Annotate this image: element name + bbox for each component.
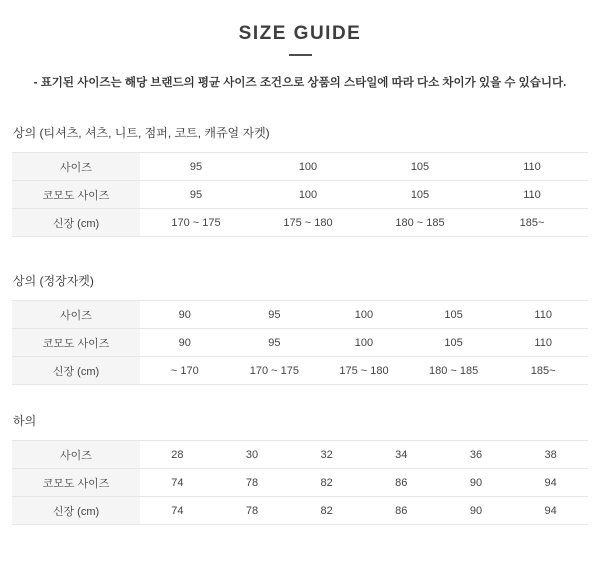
size-table <box>12 300 588 385</box>
value-cell: 90 <box>439 497 514 525</box>
value-cell: 32 <box>289 441 364 469</box>
value-cell: 105 <box>364 153 476 181</box>
value-cell: 36 <box>439 441 514 469</box>
size-table <box>12 152 588 237</box>
value-cell: 110 <box>476 181 588 209</box>
value-cell: 78 <box>215 497 290 525</box>
value-cell: 82 <box>289 469 364 497</box>
value-cell: 185~ <box>476 209 588 237</box>
row-label-cell: 사이즈 <box>12 301 140 329</box>
row-label-cell: 사이즈 <box>12 153 140 181</box>
value-cell: 28 <box>140 441 215 469</box>
value-cell: 38 <box>513 441 588 469</box>
table-row <box>12 329 588 357</box>
value-cell: 100 <box>319 301 409 329</box>
table-row <box>12 497 588 525</box>
table-row <box>12 469 588 497</box>
value-cell: 34 <box>364 441 439 469</box>
value-cell: 95 <box>230 301 320 329</box>
value-cell: 100 <box>319 329 409 357</box>
size-section <box>12 414 588 525</box>
table-row <box>12 441 588 469</box>
value-cell: 78 <box>215 469 290 497</box>
value-cell: 170 ~ 175 <box>140 209 252 237</box>
row-label-cell: 사이즈 <box>12 441 140 469</box>
value-cell: 90 <box>140 329 230 357</box>
value-cell: 100 <box>252 181 364 209</box>
value-cell: 95 <box>140 153 252 181</box>
size-guide-note: - 표기된 사이즈는 해당 브랜드의 평균 사이즈 조건으로 상품의 스타일에 따라 다소 차이가 있을 수 있습니다. <box>33 77 567 89</box>
section-heading: 하의 <box>13 414 37 428</box>
value-cell: 105 <box>409 329 499 357</box>
value-cell: 180 ~ 185 <box>409 357 499 385</box>
value-cell: 74 <box>140 469 215 497</box>
table-row <box>12 153 588 181</box>
value-cell: 94 <box>513 469 588 497</box>
value-cell: 100 <box>252 153 364 181</box>
value-cell: 175 ~ 180 <box>252 209 364 237</box>
value-cell: 185~ <box>498 357 588 385</box>
value-cell: 95 <box>140 181 252 209</box>
table-row <box>12 357 588 385</box>
section-heading: 상의 (티셔츠, 셔츠, 니트, 점퍼, 코트, 캐쥬얼 자켓) <box>13 126 270 140</box>
value-cell: 90 <box>439 469 514 497</box>
row-label-cell: 신장 (cm) <box>12 497 140 525</box>
value-cell: 170 ~ 175 <box>230 357 320 385</box>
table-row <box>12 301 588 329</box>
row-label-cell: 코모도 사이즈 <box>12 329 140 357</box>
row-label-cell: 신장 (cm) <box>12 357 140 385</box>
row-label-cell: 코모도 사이즈 <box>12 469 140 497</box>
value-cell: 110 <box>476 153 588 181</box>
value-cell: 74 <box>140 497 215 525</box>
page-title: SIZE GUIDE <box>238 23 362 44</box>
value-cell: 30 <box>215 441 290 469</box>
size-section <box>12 274 588 385</box>
value-cell: 180 ~ 185 <box>364 209 476 237</box>
value-cell: 110 <box>498 301 588 329</box>
row-label-cell: 코모도 사이즈 <box>12 181 140 209</box>
value-cell: 82 <box>289 497 364 525</box>
size-tables-container <box>12 126 588 525</box>
value-cell: 86 <box>364 469 439 497</box>
size-table <box>12 440 588 525</box>
value-cell: 90 <box>140 301 230 329</box>
value-cell: 105 <box>409 301 499 329</box>
table-row <box>12 181 588 209</box>
value-cell: 95 <box>230 329 320 357</box>
value-cell: 86 <box>364 497 439 525</box>
value-cell: 175 ~ 180 <box>319 357 409 385</box>
value-cell: 94 <box>513 497 588 525</box>
table-row <box>12 209 588 237</box>
section-heading: 상의 (정장자켓) <box>13 274 94 288</box>
value-cell: 105 <box>364 181 476 209</box>
value-cell: 110 <box>498 329 588 357</box>
title-underline-divider <box>289 54 312 56</box>
row-label-cell: 신장 (cm) <box>12 209 140 237</box>
size-section <box>12 126 588 237</box>
value-cell: ~ 170 <box>140 357 230 385</box>
